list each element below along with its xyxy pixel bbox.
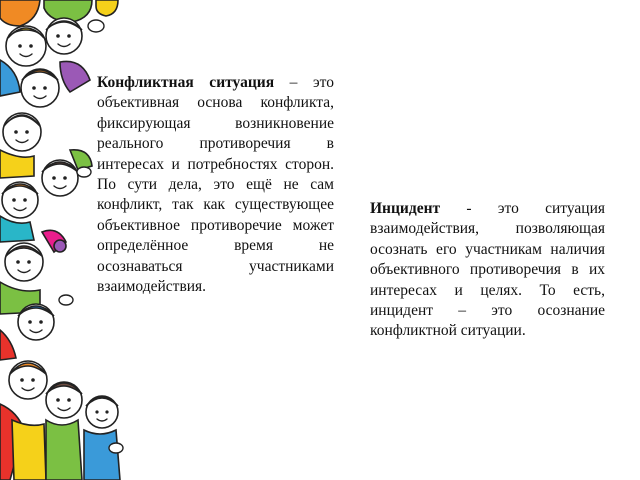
incident-term: Инцидент	[370, 200, 441, 217]
conflict-situation-term: Конфликтная ситуация	[97, 74, 275, 91]
incident-definition	[370, 199, 605, 342]
incident-text: - это ситуация взаимодействия, позволяющая осознать его участникам наличия объективного противоречия в их интересах и целях. То есть, инцидент – это осознание конфликтной ситуации.	[370, 200, 605, 340]
conflict-situation-definition	[97, 73, 334, 297]
conflict-situation-text: – это объективная основа конфликта, фиксирующая возникновение реального противоречия в интересах и потребностях сторон. По сути дела, это ещё не сам конфликт, так как существующее объективное противоречие может определённое время не осознаваться участниками взаимодействия.	[97, 74, 334, 296]
